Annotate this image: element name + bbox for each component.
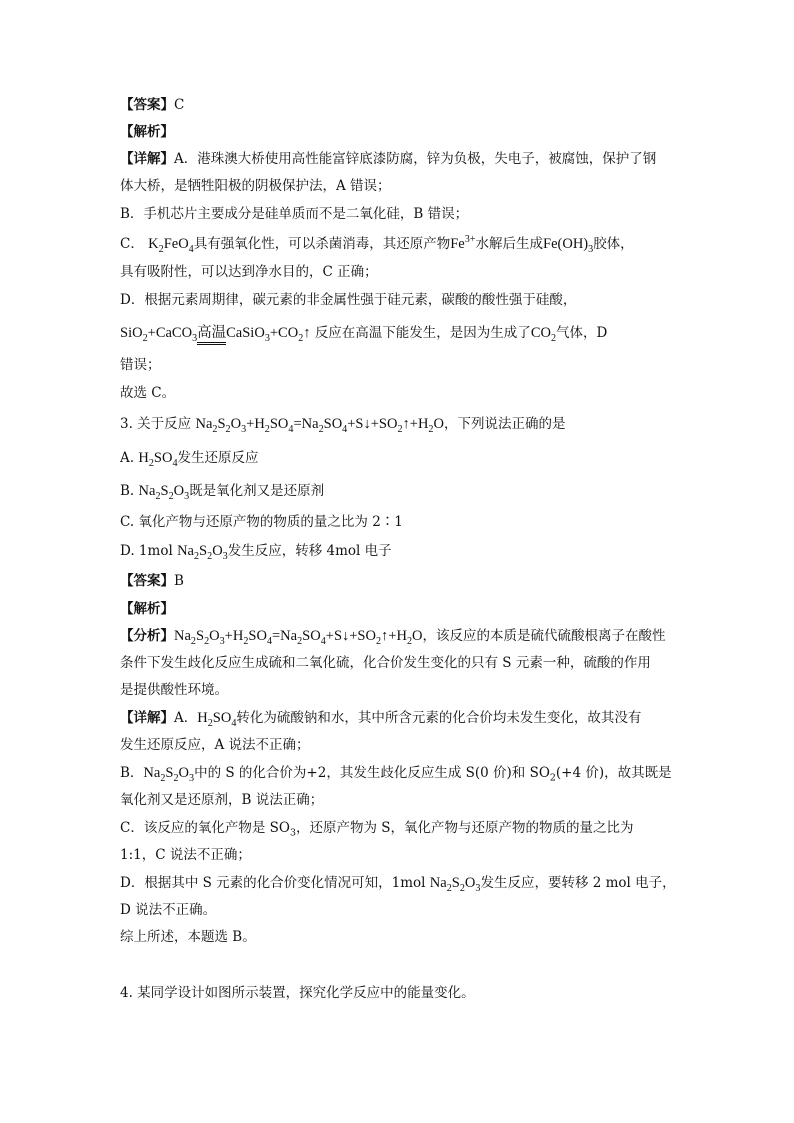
q2-detail-c-line2: 具有吸附性，可以达到净水目的，C 正确； [120,264,378,280]
q3-db-prefix: B． [120,765,144,781]
q3-dc-text1: C．该反应的氧化产物是 SO [120,820,290,836]
q3-answer-line [120,571,184,591]
q3-db-text2: (+4 价)，故其既是 [555,765,672,781]
option-b-text: 既是氧化剂又是还原剂 [189,483,325,499]
formula-na2s2o3-detail: $Na_2S_2O_3$ [143,765,195,784]
q2-d-text1: 反应在高温下能发生，是因为生成了 [314,325,531,341]
q4-stem: 4. 某同学设计如图所示装置，探究化学反应中的能量变化。 [120,985,475,1001]
q3-db-text1: 中的 S 的化合价为+2，其发生歧化反应生成 S(0 价)和 SO [194,765,550,781]
analysis-tag: 【解析】 [120,124,174,140]
option-d-label: D. 1mol [120,543,173,559]
q2-detail-d-line2 [120,323,607,343]
q3-fenxi-equation: $Na_2S_2O_3+H_2SO_4=Na_2SO_4+S↓+SO_2↑+H_2O$ [174,628,423,647]
q3-stem-prefix: 3. 关于反应 [120,416,192,432]
q3-dc-text2: ，还原产物为 S，氧化产物与还原产物的物质的量之比为 [295,820,634,836]
option-a-label: A. [120,450,135,466]
q2-detail-c-line1 [120,234,634,254]
q3-fenxi-line1 [120,626,666,646]
q2-c-label: C． [120,236,144,252]
q2-conclusion: 故选 C。 [120,385,176,401]
q3-detail-b-line2: 氧化剂又是还原剂，B 说法正确； [120,792,324,808]
q3-detail-d-line2: D 说法不正确。 [120,902,217,918]
detail-tag: 【详解】 [120,151,174,167]
q3-option-b [120,481,324,501]
q3-detail-c-line2: 1:1，C 说法不正确； [120,847,251,863]
formula-k2feo4: $K_2FeO_4$ [148,236,194,255]
q2-d-text2: 气体，D [556,325,608,341]
formula-na2s2o3: $Na_2S_2O_3$ [138,483,190,502]
q2-c-text2: 水解后生成 [475,236,544,252]
q3-summary: 综上所述，本题选 B。 [120,929,256,945]
answer-value: C [174,97,185,113]
formula-na2s2o3-d: $Na_2S_2O_3$ [177,543,228,562]
q2-c-text3: 胶体， [593,236,634,252]
q3-detail-c-line1: C．该反应的氧化产物是 $SO_3$，还原产物为 S，氧化产物与还原产物的物质的量之比为 [120,820,634,839]
q3-detail-d-line1 [120,873,676,893]
reaction-condition: 高温 [197,325,226,345]
q2-detail-a-line2: 体大桥，是牺牲阳极的阴极保护法，A 错误； [120,178,391,194]
q3-detail-a-line1 [120,708,641,728]
equation-sio2-caco3: SiO$_2$+CaCO$_3$高温$CaSiO_3+CO_2↑$ [120,325,311,344]
option-a-text: 发生还原反应 [177,450,259,466]
q2-detail-d-line1: D．根据元素周期律，碳元素的非金属性强于硅元素，碳酸的酸性强于硅酸， [120,292,577,308]
q3-fenxi-line2: 条件下发生歧化反应生成硫和二氧化硫，化合价发生变化的只有 S 元素一种，硫酸的作用 [120,655,651,671]
formula-fe3plus: $Fe^{3+}$ [450,234,476,252]
q3-dd-text2: 发生反应，要转移 2 mol 电子， [480,875,676,891]
q3-fenxi-text1: ，该反应的本质是硫代硫酸根离子在酸性 [422,628,666,644]
formula-na2s2o3-dd: $Na_2S_2O_3$ [429,875,481,894]
q2-detail-a-text1: A．港珠澳大桥使用高性能富锌底漆防腐，锌为负极，失电子，被腐蚀，保护了钢 [174,151,657,167]
q3-detail-b-line1: B．$Na_2S_2O_3$中的 S 的化合价为+2，其发生歧化反应生成 S(0 价)和 $SO_2(+4$ 价)，故其既是 [120,765,672,784]
option-b-label: B. [120,483,135,499]
formula-co2: $CO_2$ [530,325,557,344]
q3-option-d [120,541,392,561]
q3-da-text1: 转化为硫酸钠和水，其中所含元素的化合价均未发生变化，故其没有 [236,710,642,726]
q2-c-text1: 具有强氧化性，可以杀菌消毒，其还原产物 [193,236,451,252]
q3-equation: $Na_2S_2O_3+H_2SO_4=Na_2SO_4+S↓+SO_2↑+H_2O$ [195,416,444,435]
formula-h2so4: $H_2SO_4$ [138,450,178,469]
q3-option-a [120,448,259,468]
answer-tag: 【答案】 [120,573,174,589]
fenxi-tag: 【分析】 [120,628,174,644]
q2-detail-b: B．手机芯片主要成分是硅单质而不是二氧化硅，B 错误； [120,206,469,222]
answer-value: B [174,573,184,589]
q3-stem-suffix: ，下列说法正确的是 [443,416,566,432]
analysis-tag: 【解析】 [120,601,174,617]
q3-detail-a-line2: 发生还原反应，A 说法不正确； [120,737,310,753]
option-d-text: 发生反应，转移 4mol 电子 [227,543,392,559]
formula-feoh3: $Fe(OH)_3$ [543,236,594,255]
q3-option-c: C. 氧化产物与还原产物的物质的量之比为 2∶1 [120,514,403,530]
q3-da-prefix: A． [174,710,198,726]
q2-answer-line [120,95,184,115]
answer-tag: 【答案】 [120,97,174,113]
q2-detail-d-line3: 错误； [120,357,161,373]
q3-stem [120,414,565,434]
detail-tag: 【详解】 [120,710,174,726]
q2-detail-a-line1 [120,149,656,169]
q3-dd-text1: D．根据其中 S 元素的化合价变化情况可知，1mol [120,875,430,891]
formula-h2so4-detail: $H_2SO_4$ [197,710,237,729]
q3-fenxi-line3: 是提供酸性环境。 [120,682,228,698]
